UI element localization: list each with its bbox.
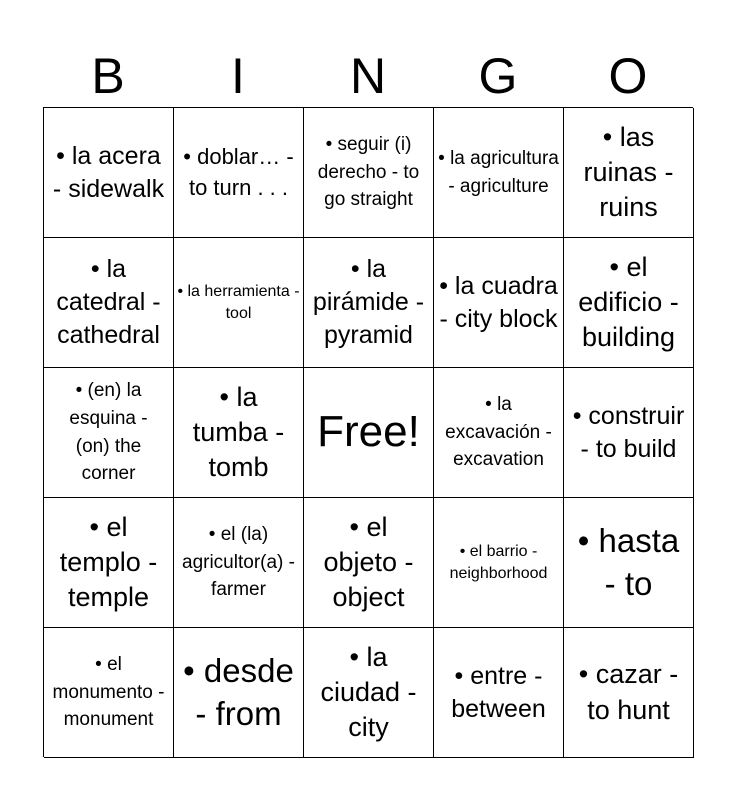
header-letter-i: I: [231, 48, 245, 104]
cell-text: • el monumento - monument: [52, 654, 165, 731]
free-space-text: Free!: [317, 407, 420, 457]
bingo-board: [43, 107, 693, 757]
bingo-cell-r4c3[interactable]: [304, 498, 434, 628]
cell-text: • la ciudad - city: [320, 641, 417, 743]
cell-text: • cazar - to hunt: [578, 659, 679, 725]
cell-text: • la agricultura - agriculture: [438, 147, 559, 197]
cell-text: • la catedral - cathedral: [56, 255, 161, 349]
cell-text: • el objeto - object: [323, 511, 414, 613]
bingo-cell-r3c5[interactable]: [564, 368, 694, 498]
bingo-cell-r3c2[interactable]: [174, 368, 304, 498]
bingo-cell-r1c4[interactable]: [434, 108, 564, 238]
cell-text: • las ruinas - ruins: [583, 121, 674, 223]
bingo-cell-r4c1[interactable]: [44, 498, 174, 628]
cell-text: • el edificio - building: [578, 251, 679, 353]
bingo-cell-free[interactable]: [304, 368, 434, 498]
cell-text: • el barrio - neighborhood: [449, 542, 548, 582]
cell-text: • el templo - temple: [59, 511, 158, 613]
bingo-cell-r4c5[interactable]: [564, 498, 694, 628]
bingo-cell-r1c2[interactable]: [174, 108, 304, 238]
cell-text: • el (la) agricultor(a) - farmer: [182, 524, 295, 601]
header-letter-g: G: [478, 48, 518, 104]
header-letter-n: N: [349, 48, 387, 104]
cell-text: • la pirámide - pyramid: [312, 255, 425, 349]
cell-text: • hasta - to: [577, 521, 680, 602]
cell-text: • la tumba - tomb: [192, 381, 285, 483]
bingo-cell-r2c2[interactable]: [174, 238, 304, 368]
cell-text: • la cuadra - city block: [439, 271, 558, 333]
bingo-cell-r3c4[interactable]: [434, 368, 564, 498]
bingo-cell-r2c1[interactable]: [44, 238, 174, 368]
cell-text: • la acera - sidewalk: [52, 141, 165, 203]
bingo-cell-r5c5[interactable]: [564, 628, 694, 758]
bingo-cell-r5c1[interactable]: [44, 628, 174, 758]
cell-text: • la excavación - excavation: [445, 394, 552, 471]
bingo-cell-r1c1[interactable]: [44, 108, 174, 238]
bingo-cell-r5c3[interactable]: [304, 628, 434, 758]
header-letter-o: O: [608, 48, 648, 104]
cell-text: • la herramienta - tool: [177, 282, 300, 322]
header-letter-b: B: [91, 48, 125, 104]
bingo-cell-r5c2[interactable]: [174, 628, 304, 758]
cell-text: • (en) la esquina - (on) the corner: [69, 380, 148, 485]
cell-text: • construir - to build: [572, 401, 685, 463]
cell-text: • seguir (i) derecho - to go straight: [317, 134, 420, 211]
bingo-cell-r3c1[interactable]: [44, 368, 174, 498]
cell-text: • desde - from: [183, 651, 294, 732]
bingo-cell-r4c2[interactable]: [174, 498, 304, 628]
bingo-cell-r2c5[interactable]: [564, 238, 694, 368]
cell-text: • doblar… - to turn . . .: [183, 143, 294, 200]
bingo-cell-r1c3[interactable]: [304, 108, 434, 238]
bingo-cell-r2c4[interactable]: [434, 238, 564, 368]
bingo-cell-r2c3[interactable]: [304, 238, 434, 368]
bingo-cell-r1c5[interactable]: [564, 108, 694, 238]
bingo-cell-r4c4[interactable]: [434, 498, 564, 628]
cell-text: • entre - between: [451, 661, 546, 723]
bingo-cell-r5c4[interactable]: [434, 628, 564, 758]
bingo-header: [43, 46, 693, 106]
